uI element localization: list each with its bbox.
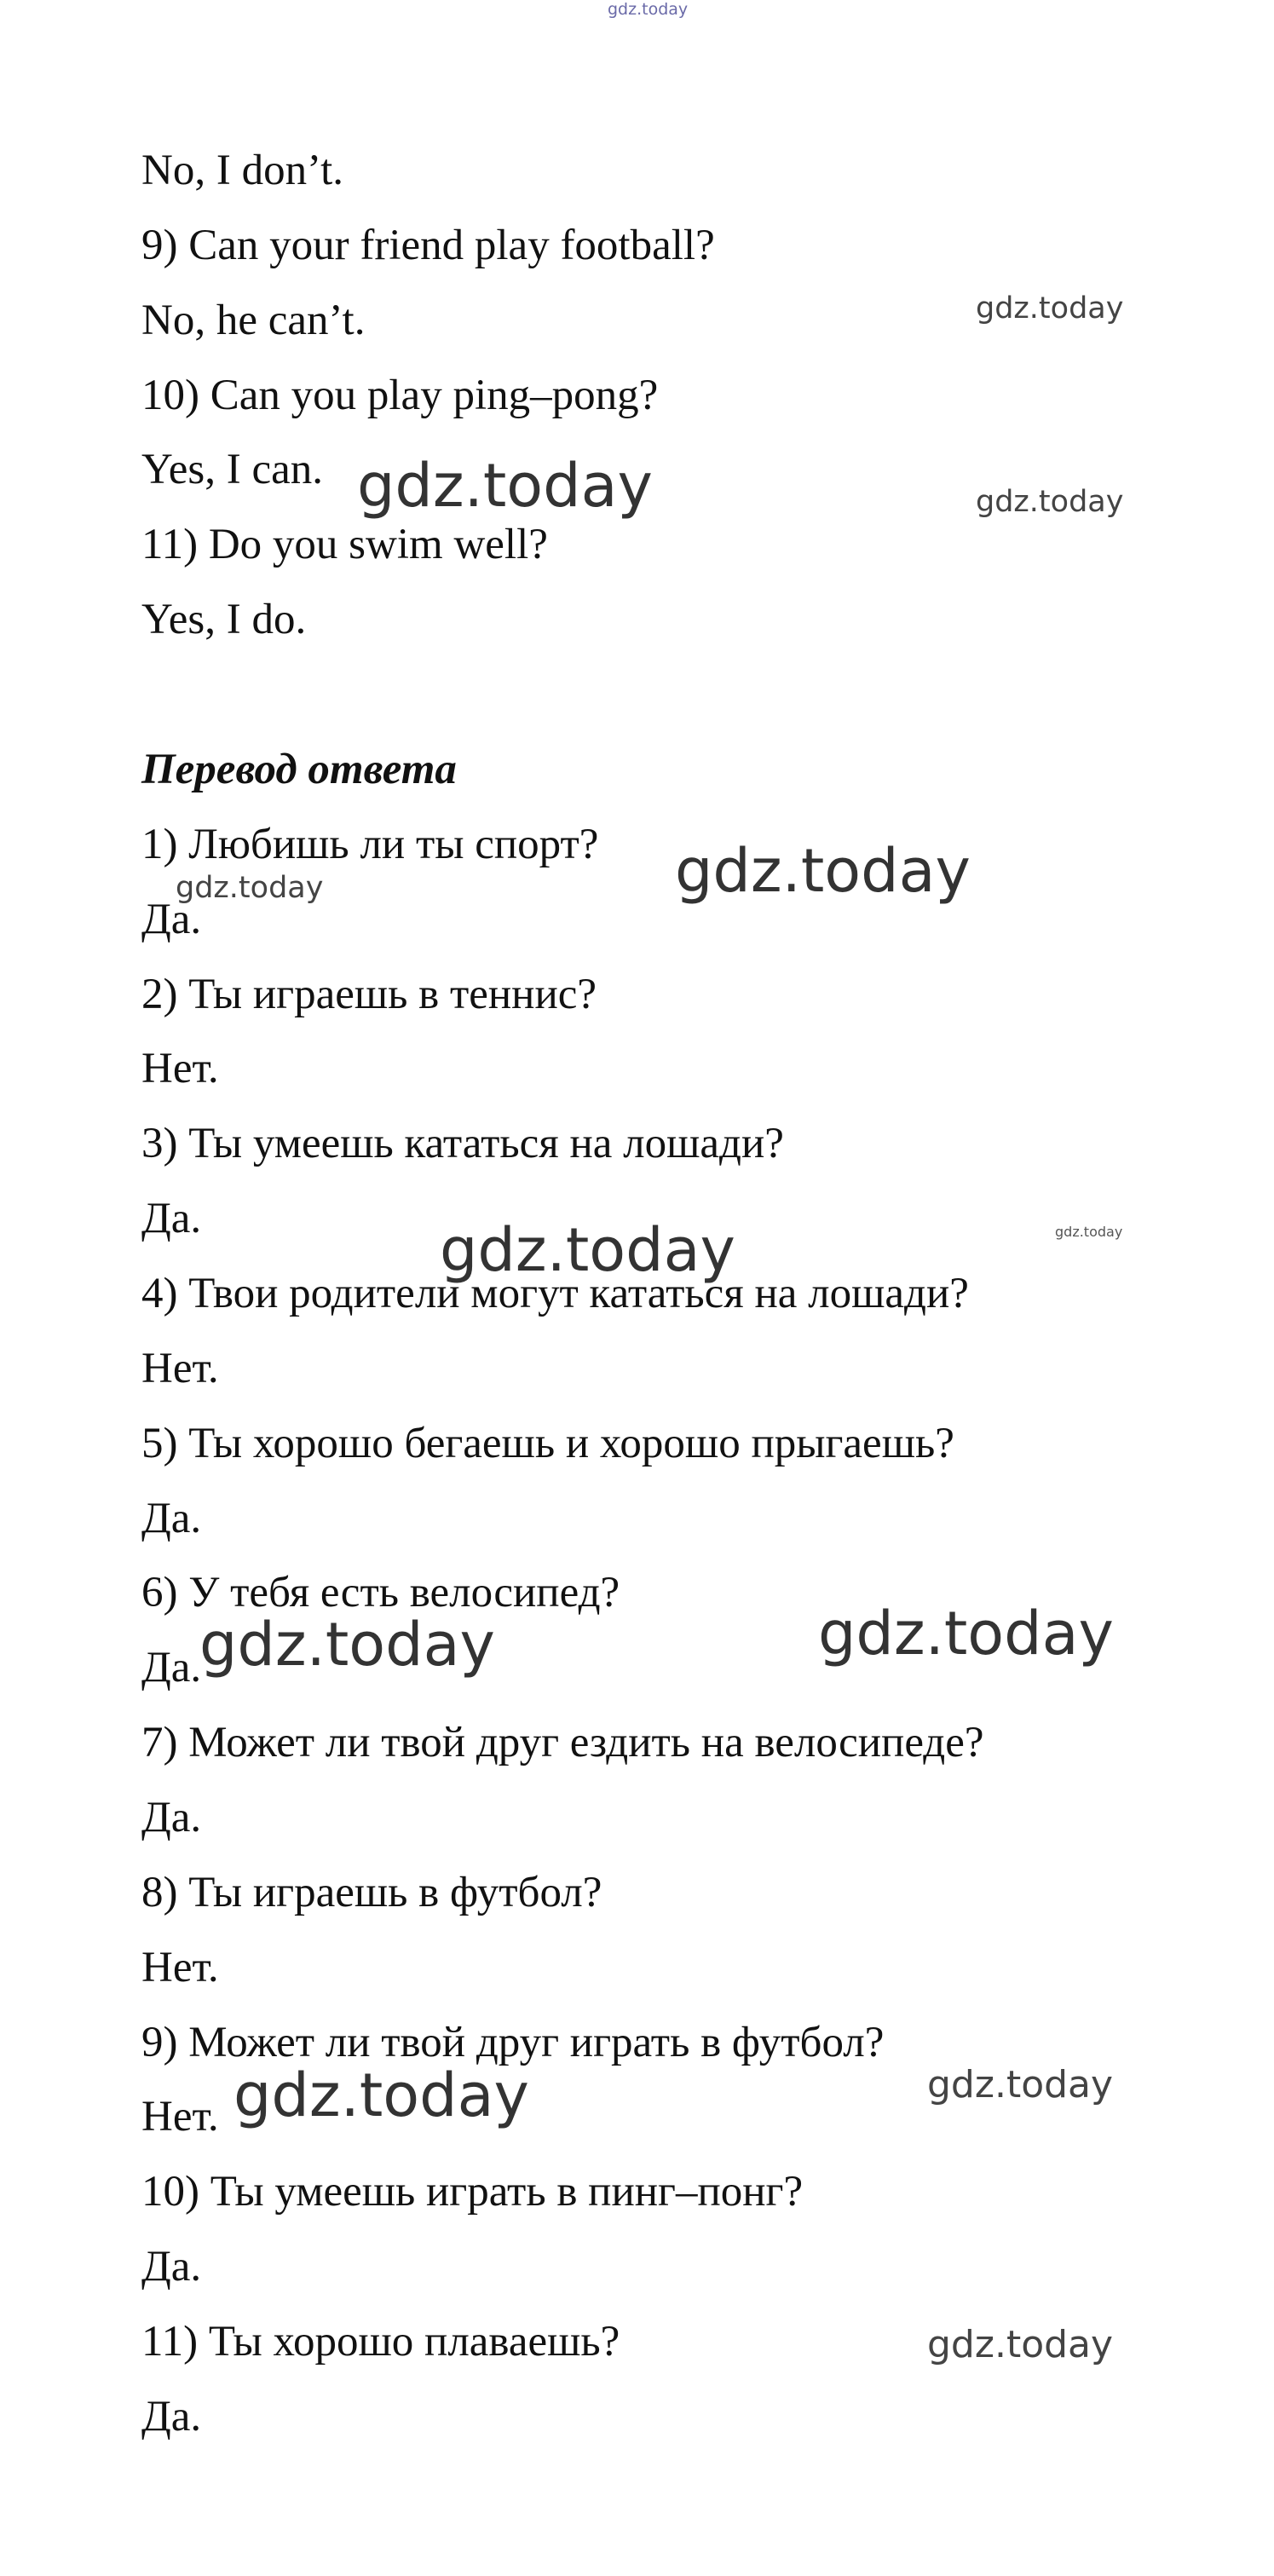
translation-line: 10) Ты умеешь играть в пинг–понг?	[141, 2168, 804, 2216]
translation-line: Нет.	[141, 1944, 219, 1991]
watermark: gdz.today	[199, 1610, 495, 1680]
watermark: gdz.today	[176, 871, 324, 905]
translation-line: Да.	[141, 1644, 202, 1691]
answer-line: Yes, I do.	[141, 596, 307, 643]
translation-line: Нет.	[141, 2093, 219, 2141]
watermark: gdz.today	[675, 836, 971, 906]
answer-line: Yes, I can.	[141, 446, 323, 493]
watermark: gdz.today	[440, 1215, 735, 1285]
translation-line: Да.	[141, 896, 202, 943]
translation-line: 3) Ты умеешь кататься на лошади?	[141, 1120, 784, 1167]
translation-line: 4) Твои родители могут кататься на лошади?	[141, 1270, 969, 1317]
watermark: gdz.today	[927, 2323, 1114, 2366]
watermark: gdz.today	[1055, 1224, 1123, 1240]
translation-line: 6) У тебя есть велосипед?	[141, 1569, 620, 1616]
answer-line: No, he can’t.	[141, 297, 366, 344]
answer-line: No, I don’t.	[141, 147, 344, 194]
translation-line: Да.	[141, 1794, 202, 1841]
translation-line: 7) Может ли твой друг ездить на велосипеде?	[141, 1719, 984, 1766]
watermark: gdz.today	[608, 0, 689, 19]
answer-line: 10) Can you play ping–pong?	[141, 372, 659, 419]
translation-line: 8) Ты играешь в футбол?	[141, 1869, 602, 1916]
answer-line: 9) Can your friend play football?	[141, 222, 715, 269]
translation-line: 5) Ты хорошо бегаешь и хорошо прыгаешь?	[141, 1420, 954, 1467]
translation-line: 1) Любишь ли ты спорт?	[141, 821, 599, 868]
translation-line: 9) Может ли твой друг играть в футбол?	[141, 2019, 885, 2066]
translation-line: Нет.	[141, 1045, 219, 1092]
watermark: gdz.today	[976, 485, 1124, 519]
watermark: gdz.today	[357, 451, 653, 521]
translation-line: 11) Ты хорошо плаваешь?	[141, 2318, 620, 2366]
translation-heading: Перевод ответа	[141, 746, 457, 793]
watermark: gdz.today	[927, 2063, 1114, 2106]
translation-line: Да.	[141, 2243, 202, 2291]
translation-line: Да.	[141, 2393, 202, 2441]
translation-line: 2) Ты играешь в теннис?	[141, 971, 597, 1018]
watermark: gdz.today	[818, 1599, 1114, 1668]
watermark: gdz.today	[233, 2060, 529, 2130]
watermark: gdz.today	[976, 291, 1124, 326]
answer-line: 11) Do you swim well?	[141, 521, 548, 568]
translation-line: Да.	[141, 1195, 202, 1242]
translation-line: Да.	[141, 1495, 202, 1542]
translation-line: Нет.	[141, 1345, 219, 1392]
